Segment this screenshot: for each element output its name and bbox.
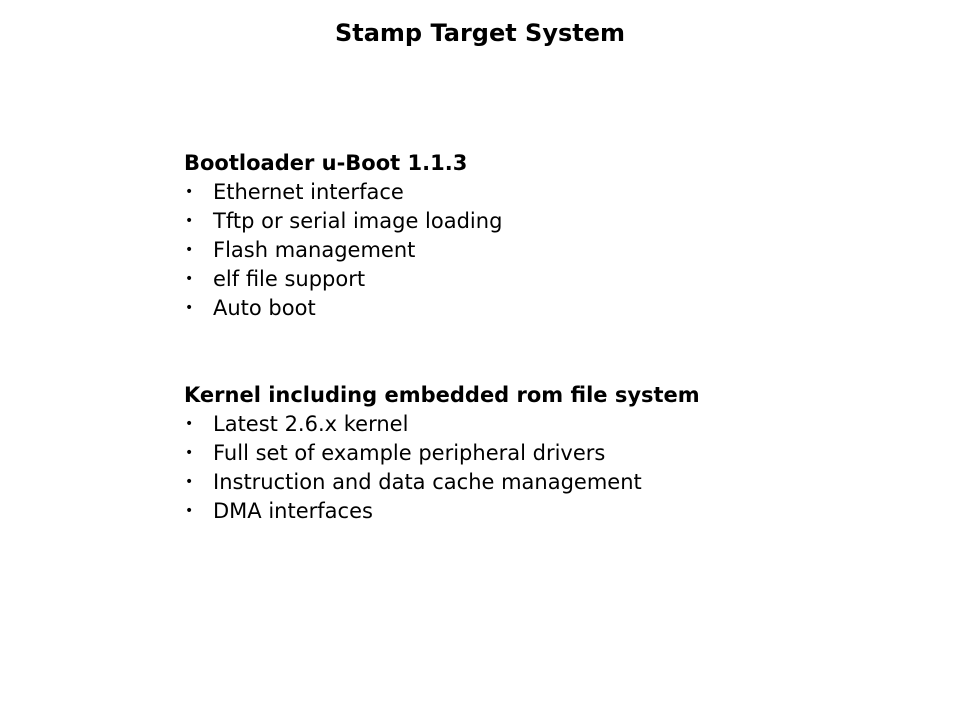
bullet-item-tftp <box>184 207 884 236</box>
bullet-item-autoboot <box>184 294 884 323</box>
bullet-icon: • <box>185 213 194 229</box>
kernel-section <box>184 380 884 526</box>
bullet-item-kernel-version <box>184 410 884 439</box>
bullet-text: DMA interfaces <box>213 499 373 523</box>
bullet-item-elf <box>184 265 884 294</box>
bullet-item-dma <box>184 497 884 526</box>
slide-content <box>184 148 884 526</box>
bullet-item-ethernet <box>184 178 884 207</box>
bullet-icon: • <box>185 242 194 258</box>
bullet-item-drivers <box>184 439 884 468</box>
bullet-text: Ethernet interface <box>213 180 404 204</box>
bullet-icon: • <box>185 271 194 287</box>
kernel-heading: Kernel including embedded rom file system <box>184 383 700 407</box>
bullet-icon: • <box>185 184 194 200</box>
bullet-text: Auto boot <box>213 296 316 320</box>
bootloader-bullet-list <box>184 178 884 323</box>
bullet-item-flash <box>184 236 884 265</box>
bootloader-heading: Bootloader u-Boot 1.1.3 <box>184 151 468 175</box>
kernel-bullet-list <box>184 410 884 526</box>
bullet-text: Tftp or serial image loading <box>213 209 503 233</box>
bullet-icon: • <box>185 300 194 316</box>
bullet-text: Instruction and data cache management <box>213 470 642 494</box>
bullet-text: Latest 2.6.x kernel <box>213 412 409 436</box>
bullet-icon: • <box>185 474 194 490</box>
bullet-text: elf file support <box>213 267 366 291</box>
bullet-item-cache <box>184 468 884 497</box>
bullet-icon: • <box>185 416 194 432</box>
bullet-icon: • <box>185 445 194 461</box>
bullet-text: Flash management <box>213 238 416 262</box>
bullet-text: Full set of example peripheral drivers <box>213 441 606 465</box>
slide-title: Stamp Target System <box>334 19 626 47</box>
bootloader-section <box>184 148 884 323</box>
bullet-icon: • <box>185 503 194 519</box>
